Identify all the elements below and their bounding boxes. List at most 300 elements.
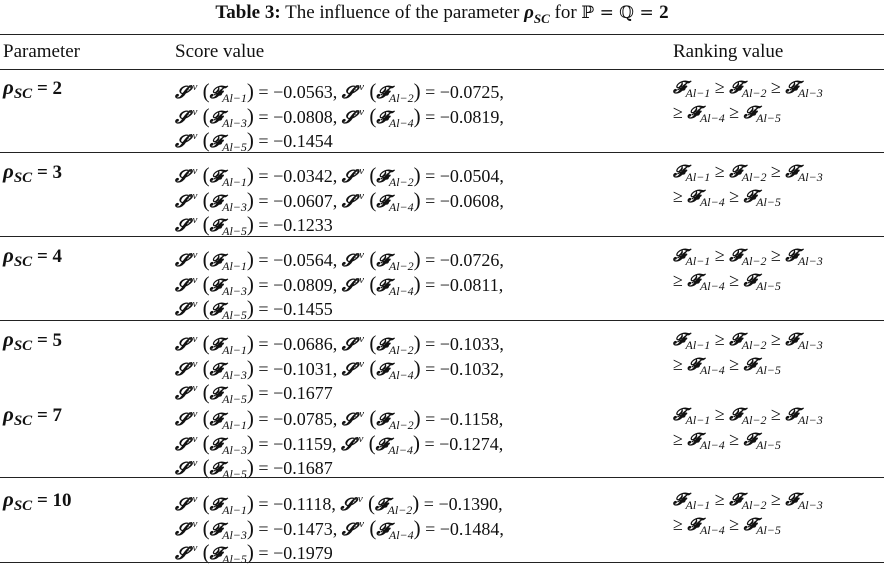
alternative-index: Al−4	[699, 362, 725, 377]
ge-sign: ≥	[710, 489, 730, 509]
score-number: −0.0686,	[273, 334, 342, 354]
score-line	[175, 184, 504, 214]
header-ranking: Ranking value	[673, 41, 784, 62]
score-number: −0.0607,	[273, 190, 342, 211]
close-paren: )	[246, 212, 254, 236]
alternative-index: Al−1	[685, 86, 711, 100]
score-cell	[175, 75, 504, 154]
rho-subscript: SC	[13, 498, 33, 514]
ranking-line	[673, 75, 823, 100]
alternative-index: Al−2	[388, 418, 414, 432]
close-paren: )	[246, 491, 254, 515]
ge-sign: ≥	[710, 404, 730, 424]
equals-sign: =	[253, 358, 274, 379]
alternative-letter: 𝓕	[687, 429, 700, 450]
ge-sign: ≥	[724, 513, 744, 534]
close-paren: )	[413, 355, 421, 380]
score-term	[175, 296, 333, 322]
equals-sign: =	[419, 433, 440, 454]
alternative-index: Al−2	[387, 503, 413, 517]
score-number: −0.1158,	[439, 409, 504, 429]
alternative-symbol	[687, 429, 725, 452]
alternative-symbol	[673, 489, 711, 512]
score-letter: 𝓢	[175, 275, 189, 296]
ge-sign: ≥	[673, 428, 688, 449]
alternative-index: Al−3	[222, 442, 247, 457]
score-number: −0.0725,	[439, 82, 504, 102]
alternative-symbol	[376, 191, 414, 214]
open-paren: (	[363, 430, 376, 455]
score-term	[341, 430, 504, 457]
ge-sign: ≥	[710, 77, 730, 97]
ranking-cell	[673, 327, 823, 376]
alternative-letter: 𝓕	[785, 246, 798, 266]
alternative-letter: 𝓕	[209, 384, 223, 404]
score-line	[175, 427, 504, 457]
score-cell	[175, 327, 504, 406]
alternative-symbol	[376, 275, 414, 298]
score-letter: 𝓢	[175, 167, 189, 187]
score-number: −0.0342,	[273, 166, 342, 186]
ranking-line	[673, 184, 823, 209]
alternative-symbol	[376, 107, 414, 130]
open-paren: (	[364, 187, 377, 212]
alternative-symbol	[673, 161, 711, 184]
ranking-line	[673, 352, 823, 377]
alternative-symbol	[743, 186, 781, 209]
score-line	[175, 512, 504, 542]
score-number: −0.1274,	[439, 433, 504, 454]
equals-sign: =	[253, 494, 274, 514]
ge-sign: ≥	[724, 269, 744, 290]
alternative-symbol	[687, 270, 725, 293]
ge-sign: ≥	[710, 161, 730, 181]
ranking-cell	[673, 402, 823, 451]
rho-symbol: ρ	[3, 327, 14, 351]
score-superscript: sv	[188, 130, 198, 142]
close-paren: )	[246, 296, 254, 320]
alternative-index: Al−4	[699, 522, 725, 537]
alternative-symbol	[673, 245, 711, 268]
open-paren: (	[197, 79, 210, 103]
score-letter: 𝓢	[341, 107, 355, 128]
alternative-letter: 𝓕	[209, 335, 223, 355]
open-paren: (	[197, 296, 210, 320]
alternative-index: Al−1	[685, 498, 711, 512]
open-paren: (	[197, 515, 210, 540]
score-letter: 𝓢	[341, 335, 355, 355]
equals-sign: =	[253, 334, 274, 354]
alternative-index: Al−4	[388, 527, 414, 542]
alternative-letter: 𝓕	[209, 410, 223, 430]
alternative-index: Al−1	[222, 175, 247, 189]
score-term	[341, 187, 504, 214]
ranking-line	[673, 159, 823, 184]
alternative-letter: 𝓕	[673, 490, 686, 510]
score-letter: 𝓢	[341, 251, 355, 271]
alternative-letter: 𝓕	[687, 186, 700, 207]
alternative-index: Al−2	[388, 91, 414, 105]
alternative-index: Al−4	[388, 283, 414, 298]
close-paren: )	[413, 271, 421, 296]
open-paren: (	[197, 247, 210, 271]
score-line	[175, 352, 504, 382]
alternative-symbol	[687, 354, 725, 377]
alternative-letter: 𝓕	[743, 102, 757, 123]
alternative-letter: 𝓕	[209, 300, 223, 320]
score-line	[175, 402, 504, 432]
rho-subscript: SC	[13, 86, 33, 102]
alternative-letter: 𝓕	[376, 410, 389, 430]
equals-sign: =	[420, 409, 440, 429]
score-line	[175, 159, 504, 189]
score-superscript: sv	[354, 105, 365, 118]
top-rule	[0, 34, 884, 35]
ranking-line	[673, 402, 823, 427]
equals-sign: =	[253, 215, 274, 235]
score-letter: 𝓢	[175, 410, 189, 430]
alternative-letter: 𝓕	[729, 78, 742, 98]
alternative-index: Al−3	[797, 86, 823, 100]
score-line	[175, 487, 504, 517]
score-superscript: sv	[354, 273, 365, 286]
alternative-index: Al−1	[685, 338, 711, 352]
close-paren: )	[413, 406, 421, 430]
parameter-value: = 7	[32, 405, 63, 426]
ranking-cell	[673, 75, 823, 124]
close-paren: )	[246, 187, 254, 212]
close-paren: )	[246, 515, 254, 540]
alternative-letter: 𝓕	[785, 162, 798, 182]
close-paren: )	[412, 491, 420, 515]
score-number: −0.1031,	[273, 358, 342, 379]
ranking-line	[673, 427, 823, 452]
close-paren: )	[246, 430, 254, 455]
alternative-index: Al−3	[797, 338, 823, 352]
score-superscript: sv	[354, 357, 365, 370]
caption-for: for	[554, 2, 577, 23]
equals-sign: =	[420, 190, 440, 211]
equals-sign: =	[253, 190, 274, 211]
alternative-index: Al−5	[222, 308, 247, 322]
parameter-value: = 5	[32, 330, 63, 351]
equals-sign: =	[420, 358, 440, 379]
equals-sign: =	[420, 334, 440, 354]
score-number: −0.0564,	[273, 250, 342, 270]
alternative-letter: 𝓕	[729, 162, 742, 182]
score-number: −0.1687	[273, 458, 333, 478]
rho-subscript: SC	[13, 170, 33, 186]
alternative-letter: 𝓕	[209, 216, 223, 236]
score-number: −0.0563,	[273, 82, 342, 102]
score-term	[175, 380, 333, 406]
ge-sign: ≥	[724, 185, 744, 206]
alternative-index: Al−5	[756, 362, 781, 377]
alternative-index: Al−5	[222, 552, 247, 566]
ge-sign: ≥	[710, 329, 730, 349]
rho-subscript: SC	[13, 254, 33, 270]
equals-sign: =	[253, 518, 274, 539]
parameter-cell	[3, 327, 62, 359]
equals-sign: =	[253, 383, 274, 403]
score-letter: 𝓢	[175, 519, 189, 540]
ranking-line	[673, 100, 823, 125]
alternative-index: Al−1	[222, 418, 247, 432]
score-superscript: sv	[188, 542, 198, 554]
score-term	[175, 128, 333, 154]
alternative-symbol	[743, 429, 781, 452]
alternative-index: Al−4	[388, 442, 413, 457]
alternative-symbol	[673, 77, 711, 100]
open-paren: (	[364, 79, 377, 103]
open-paren: (	[197, 331, 210, 355]
score-cell	[175, 243, 504, 322]
close-paren: )	[413, 163, 421, 187]
alternative-letter: 𝓕	[209, 459, 223, 479]
score-cell	[175, 159, 504, 238]
score-superscript: sv	[188, 273, 198, 286]
score-term	[341, 103, 504, 130]
alternative-letter: 𝓕	[673, 405, 686, 425]
open-paren: (	[197, 103, 210, 128]
equals-sign: =	[420, 518, 440, 539]
ge-sign: ≥	[766, 245, 786, 265]
alternative-symbol	[687, 186, 725, 209]
alternative-symbol	[743, 102, 781, 125]
alternative-index: Al−3	[797, 413, 823, 427]
ranking-line	[673, 487, 823, 512]
alternative-symbol	[673, 404, 711, 427]
score-number: −0.0608,	[439, 190, 504, 211]
alternative-index: Al−3	[797, 170, 823, 184]
open-paren: (	[197, 212, 210, 236]
score-term	[175, 455, 333, 481]
close-paren: )	[246, 355, 254, 380]
score-number: −0.1033,	[439, 334, 504, 354]
alternative-symbol	[375, 434, 413, 457]
score-number: −0.1677	[273, 383, 333, 403]
score-superscript: sv	[354, 165, 365, 177]
alternative-symbol	[785, 161, 823, 184]
alternative-letter: 𝓕	[687, 270, 700, 291]
open-paren: (	[197, 163, 210, 187]
alternative-letter: 𝓕	[785, 330, 798, 350]
alternative-letter: 𝓕	[376, 167, 389, 187]
equals-sign: =	[253, 299, 274, 319]
alternative-symbol	[209, 543, 247, 566]
score-term	[341, 515, 504, 542]
ge-sign: ≥	[766, 489, 786, 509]
score-line	[175, 208, 504, 238]
score-number: −0.0811,	[439, 274, 504, 295]
alternative-index: Al−3	[222, 527, 247, 542]
score-number: −0.1159,	[273, 433, 342, 454]
rho-symbol: ρ	[3, 243, 14, 267]
open-paren: (	[364, 271, 377, 296]
ge-sign: ≥	[673, 185, 688, 206]
alternative-letter: 𝓕	[687, 354, 700, 375]
alternative-letter: 𝓕	[376, 519, 389, 540]
alternative-letter: 𝓕	[376, 359, 389, 380]
alternative-letter: 𝓕	[376, 335, 389, 355]
alternative-index: Al−5	[222, 467, 247, 481]
alternative-letter: 𝓕	[785, 78, 798, 98]
score-line	[175, 376, 504, 406]
alternative-symbol	[785, 77, 823, 100]
alternative-index: Al−3	[222, 283, 247, 298]
alternative-letter: 𝓕	[729, 330, 742, 350]
alternative-symbol	[209, 299, 247, 322]
score-superscript: sv	[188, 408, 198, 420]
score-term	[175, 540, 333, 566]
score-cell	[175, 487, 504, 566]
score-term	[341, 271, 504, 298]
score-letter: 𝓢	[175, 459, 189, 479]
alternative-symbol	[729, 489, 767, 512]
score-superscript: sv	[188, 333, 198, 345]
alternative-letter: 𝓕	[209, 359, 223, 380]
ranking-cell	[673, 243, 823, 292]
alternative-letter: 𝓕	[209, 519, 223, 540]
ge-sign: ≥	[673, 353, 688, 374]
open-paren: (	[364, 163, 377, 187]
equals-sign: =	[253, 131, 274, 151]
parameter-value: = 10	[32, 490, 72, 511]
open-paren: (	[197, 406, 210, 430]
rho-subscript: SC	[13, 413, 33, 429]
open-paren: (	[364, 103, 377, 128]
alternative-index: Al−4	[699, 278, 725, 293]
alternative-letter: 𝓕	[376, 275, 389, 296]
ge-sign: ≥	[724, 101, 744, 122]
score-superscript: sv	[188, 357, 198, 370]
alternative-letter: 𝓕	[687, 102, 700, 123]
equals-sign: =	[420, 106, 440, 127]
alternative-index: Al−3	[222, 199, 247, 214]
score-letter: 𝓢	[341, 519, 355, 540]
open-paren: (	[197, 380, 210, 404]
score-letter: 𝓢	[175, 384, 189, 404]
alternative-letter: 𝓕	[743, 354, 757, 375]
alternative-letter: 𝓕	[729, 405, 742, 425]
alternative-symbol	[785, 489, 823, 512]
close-paren: )	[413, 187, 421, 212]
alternative-symbol	[785, 404, 823, 427]
score-superscript: sv	[353, 493, 363, 505]
rho-symbol: ρ	[3, 75, 14, 99]
equals-sign: =	[420, 166, 440, 186]
score-superscript: sv	[188, 382, 198, 394]
alternative-symbol	[785, 245, 823, 268]
alternative-index: Al−1	[222, 259, 247, 273]
parameter-value: = 3	[32, 162, 63, 183]
parameter-cell	[3, 402, 62, 434]
score-letter: 𝓢	[341, 167, 355, 187]
alternative-index: Al−5	[756, 278, 781, 293]
open-paren: (	[197, 355, 210, 380]
caption-condition: ℙ = ℚ =	[581, 3, 660, 23]
equals-sign: =	[420, 250, 440, 270]
caption-condition-value: 2	[659, 2, 669, 23]
score-superscript: sv	[188, 457, 198, 469]
alternative-symbol	[209, 215, 247, 238]
header-score: Score value	[175, 41, 265, 62]
score-letter: 𝓢	[175, 544, 189, 564]
score-line	[175, 124, 504, 154]
rho-subscript: SC	[13, 338, 33, 354]
alternative-symbol	[209, 458, 247, 481]
alternative-symbol	[376, 359, 414, 382]
score-superscript: sv	[188, 105, 198, 118]
row-rule	[0, 562, 884, 563]
ge-sign: ≥	[673, 101, 688, 122]
score-superscript: sv	[354, 81, 365, 93]
ranking-line	[673, 243, 823, 268]
alternative-letter: 𝓕	[673, 246, 686, 266]
score-number: −0.1979	[273, 543, 333, 563]
score-letter: 𝓢	[341, 275, 355, 296]
equals-sign: =	[419, 494, 439, 514]
header-rule	[0, 69, 884, 70]
alternative-letter: 𝓕	[209, 434, 223, 455]
alternative-index: Al−5	[756, 437, 781, 452]
ge-sign: ≥	[673, 513, 688, 534]
score-letter: 𝓢	[175, 335, 189, 355]
rho-symbol: ρ	[3, 487, 14, 511]
alternative-symbol	[209, 383, 247, 406]
score-superscript: sv	[354, 432, 364, 445]
alternative-index: Al−4	[388, 115, 414, 130]
score-letter: 𝓢	[175, 251, 189, 271]
score-superscript: sv	[354, 517, 365, 530]
parameter-cell	[3, 75, 62, 107]
close-paren: )	[413, 331, 421, 355]
table-caption	[0, 2, 884, 30]
ranking-cell	[673, 487, 823, 536]
score-superscript: sv	[188, 189, 198, 202]
alternative-letter: 𝓕	[376, 83, 389, 103]
alternative-letter: 𝓕	[743, 186, 757, 207]
score-letter: 𝓢	[341, 359, 355, 380]
equals-sign: =	[253, 433, 274, 454]
alternative-letter: 𝓕	[673, 330, 686, 350]
parameter-cell	[3, 159, 62, 191]
score-number: −0.1454	[273, 131, 333, 151]
alternative-symbol	[687, 514, 725, 537]
alternative-letter: 𝓕	[209, 132, 223, 152]
alternative-symbol	[743, 514, 781, 537]
score-line	[175, 100, 504, 130]
alternative-symbol	[729, 329, 767, 352]
alternative-index: Al−4	[388, 367, 414, 382]
ge-sign: ≥	[724, 428, 744, 449]
alternative-index: Al−2	[741, 86, 767, 100]
score-number: −0.1473,	[273, 518, 342, 539]
alternative-index: Al−4	[699, 437, 725, 452]
alternative-symbol	[729, 245, 767, 268]
alternative-index: Al−1	[222, 503, 247, 517]
alternative-index: Al−1	[685, 254, 711, 268]
score-letter: 𝓢	[175, 495, 189, 515]
alternative-letter: 𝓕	[743, 514, 757, 535]
alternative-index: Al−3	[222, 367, 247, 382]
rho-symbol: ρ	[3, 402, 14, 426]
alternative-symbol	[673, 329, 711, 352]
score-number: −0.0504,	[439, 166, 504, 186]
caption-symbol: ρ	[524, 2, 534, 23]
equals-sign: =	[420, 82, 440, 102]
score-superscript: sv	[188, 214, 198, 226]
